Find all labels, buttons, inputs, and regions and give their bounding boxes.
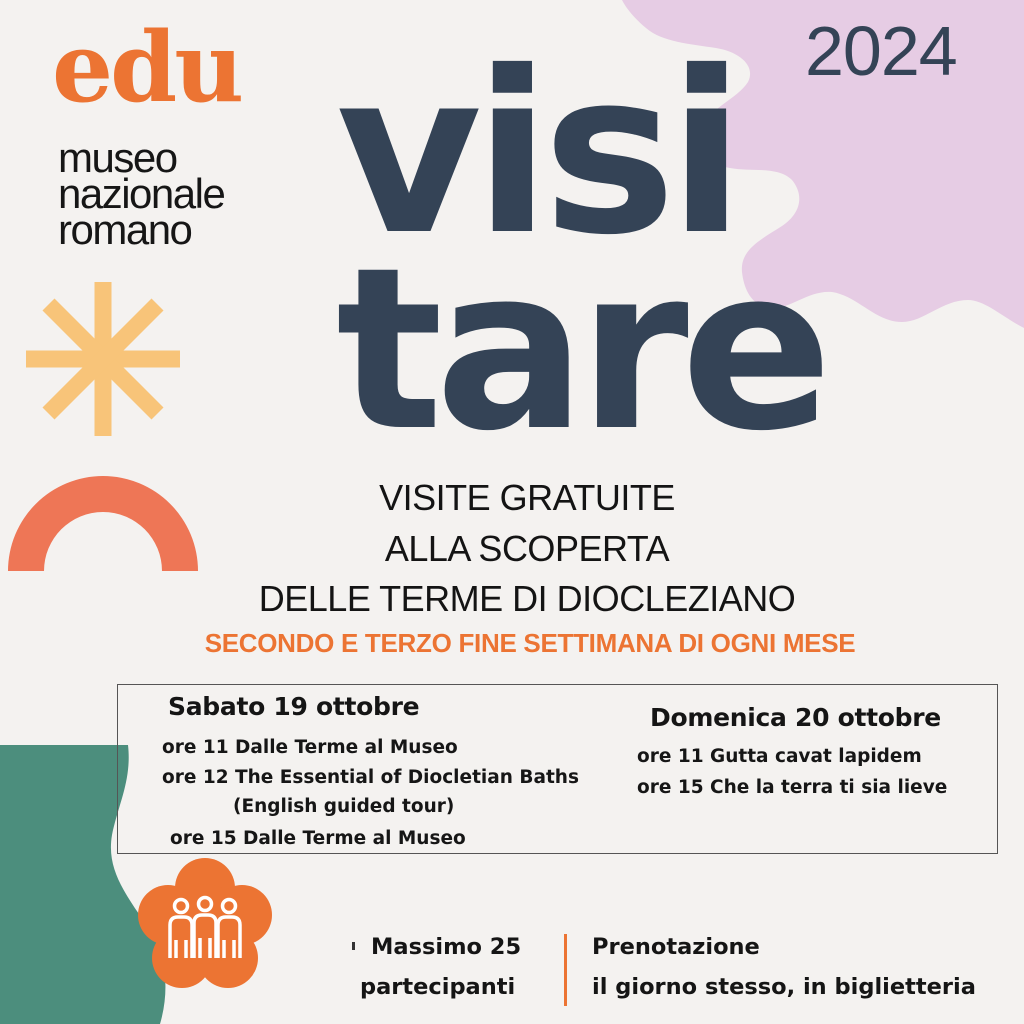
- asterisk-icon: [26, 282, 180, 436]
- logo-line-nazionale: nazionale: [58, 170, 225, 217]
- group-icon-badge: [138, 858, 272, 988]
- booking-line-1: Prenotazione: [592, 934, 760, 960]
- footer-divider: [564, 934, 567, 1006]
- saturday-item-3: (English guided tour): [233, 796, 455, 817]
- year-label: 2024: [805, 12, 957, 90]
- sunday-item-1: ore 11 Gutta cavat lapidem: [637, 746, 922, 767]
- hero-word-visi: visi: [336, 23, 737, 284]
- tagline: SECONDO E TERZO FINE SETTIMANA DI OGNI MESE: [204, 628, 856, 658]
- capacity-line-2: partecipanti: [360, 974, 516, 1000]
- saturday-item-1: ore 11 Dalle Terme al Museo: [162, 737, 458, 758]
- subtitle-line-3: DELLE TERME DI DIOCLEZIANO: [258, 578, 796, 619]
- saturday-item-4: ore 15 Dalle Terme al Museo: [170, 828, 466, 849]
- capacity-line-1: Massimo 25: [371, 934, 522, 960]
- logo-line-romano: romano: [58, 206, 192, 253]
- saturday-title: Sabato 19 ottobre: [168, 692, 420, 721]
- subtitle-line-2: ALLA SCOPERTA: [384, 528, 670, 569]
- booking-line-2: il giorno stesso, in biglietteria: [592, 974, 976, 1000]
- sunday-item-2: ore 15 Che la terra ti sia lieve: [637, 777, 948, 798]
- hero-word-tare: tare: [336, 219, 825, 480]
- sunday-title: Domenica 20 ottobre: [650, 703, 941, 732]
- subtitle-line-1: VISITE GRATUITE: [379, 477, 675, 518]
- footer-mark: [352, 942, 355, 950]
- logo-edu: edu: [52, 11, 241, 124]
- logo-line-museo: museo: [58, 134, 177, 181]
- saturday-item-2: ore 12 The Essential of Diocletian Baths: [162, 767, 579, 788]
